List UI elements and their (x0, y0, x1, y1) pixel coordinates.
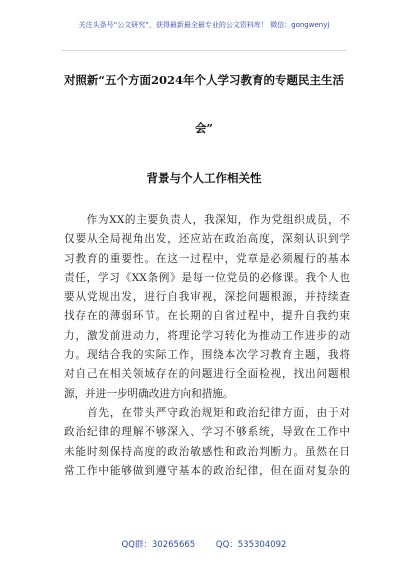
body-line: 仅要从全局视角出发，还应站在政治高度，深刻认识到学 (64, 233, 350, 246)
document-body (64, 211, 350, 481)
body-line: 未能时刻保持高度的政治敏感性和政治判断力。虽然在日 (64, 445, 350, 458)
header-divider (62, 50, 346, 51)
document-title-line-1: 对照新“五个方面2024年个人学习教育的专题民主生活 (63, 73, 345, 87)
body-line: 力。现结合我的实际工作，围绕本次学习教育主题，我将 (64, 349, 350, 362)
body-line: 力，激发前进动力，将理论学习转化为推动工作进步的动 (64, 329, 350, 342)
body-line: 常工作中能够做到遵守基本的政治纪律，但在面对复杂的 (64, 464, 350, 477)
footer-qq-group: QQ群：30265665 (121, 540, 196, 550)
body-line: 政治纪律的理解不够深入、学习不够系统，导致在工作中 (64, 426, 350, 439)
body-line: 作为XX的主要负责人，我深知，作为党组织成员，不 (64, 214, 350, 226)
body-line: 要从党规出发，进行自我审视，深挖问题根源，并持续查 (64, 291, 350, 304)
footer-qq: QQ：535304092 (215, 540, 287, 550)
body-line: 责任，学习《XX条例》是每一位党员的必修课。我个人也 (64, 271, 350, 284)
body-line: 找存在的薄弱环节。在长期的自省过程中，提升自我约束 (64, 310, 350, 323)
body-line: 对自己在相关领域存在的问题进行全面检视，找出问题根 (64, 368, 350, 381)
section-heading: 背景与个人工作相关性 (146, 171, 262, 185)
body-line: 习教育的重要性。在这一过程中，党章是必须履行的基本 (64, 252, 350, 265)
body-line: 首先，在带头严守政治规矩和政治纪律方面，由于对 (64, 406, 350, 419)
footer-contact (0, 538, 408, 550)
document-title-line-2: 会” (194, 121, 214, 135)
promo-header: 关注头条号“公文研究”，获得最新最全最专业的公文资料库！ 微信：gongwenyj (78, 21, 330, 29)
body-line: 源，并进一步明确改进方向和措施。 (64, 387, 234, 400)
